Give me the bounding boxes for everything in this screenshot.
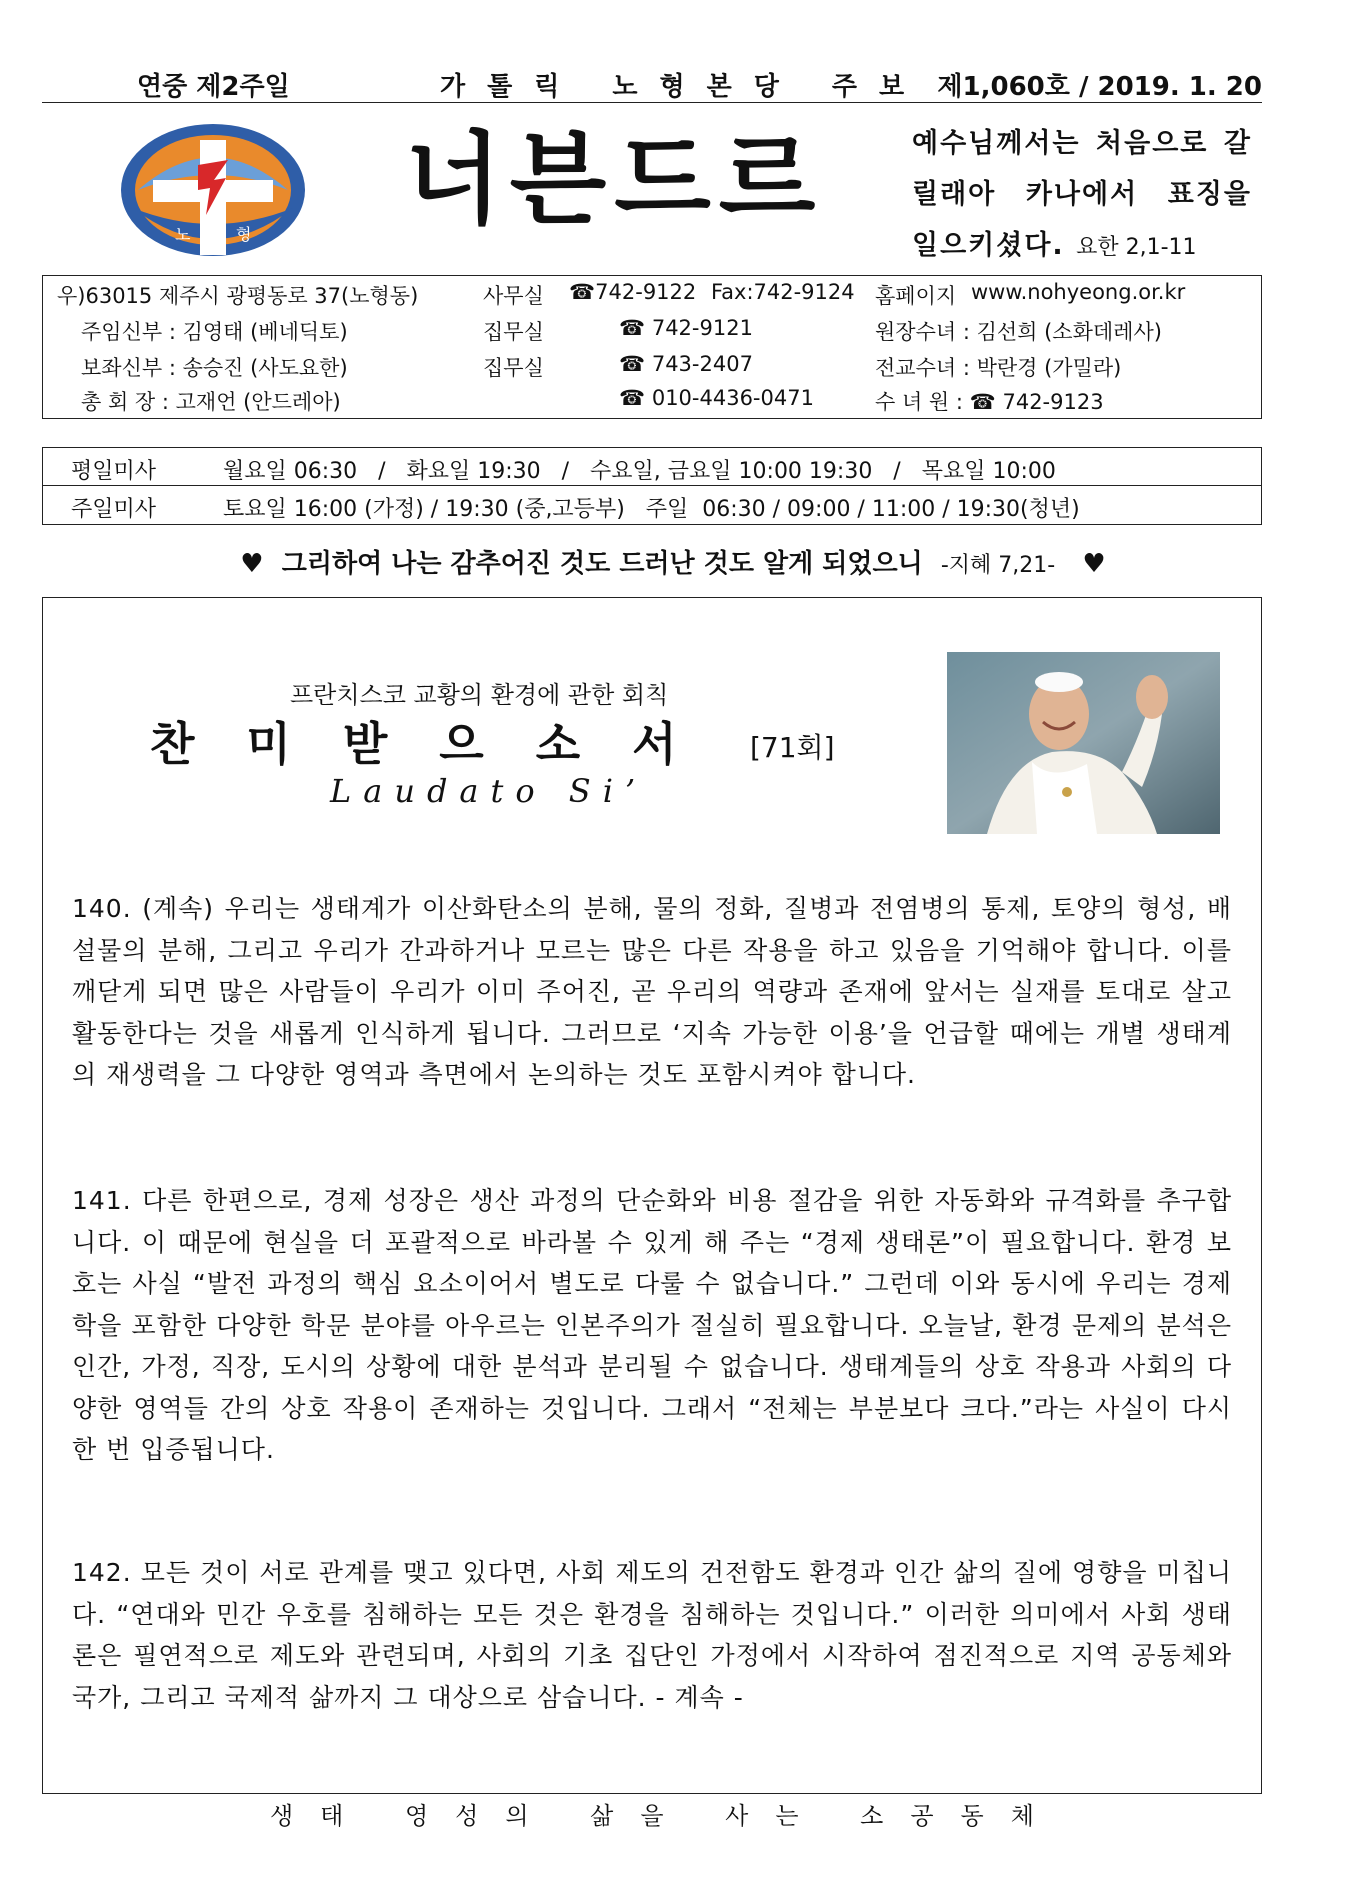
- fax: Fax:742-9124: [711, 280, 855, 304]
- article-paragraph-142: 142. 모든 것이 서로 관계를 맺고 있다면, 사회 제도의 건전함도 환경과 인간 삶의 질에 영향을 미칩니다. “연대와 민간 우호를 침해하는 모든 것은 환경을 침해하는 것입니다.” 이러한 의미에서 사회 생태론은 필연적으로 제도와 관련되며, 사회의 기초 집단인 가정에서 시작하여 점진적으로 지역 공동체와 국가, 그리고 국제적 삶까지 그 대상으로 삼습니다. - 계속 -: [72, 1558, 1232, 1712]
- mass-schedule: [42, 447, 1262, 525]
- pastor-phone: ☎ 742-9121: [619, 316, 753, 340]
- weekday-mass-label: 평일미사: [71, 459, 157, 484]
- council-president: 총 회 장 : 고재언 (안드레아): [81, 390, 341, 414]
- pastor: 주임신부 : 김영태 (베네딕토): [81, 320, 348, 344]
- address: 우)63015 제주시 광평동로 37(노형동): [57, 284, 419, 308]
- scripture-quote: [0, 543, 1346, 580]
- footer-motto: 생태 영성의 삶을 사는 소공동체: [270, 1802, 1061, 1830]
- article-paragraph-140: 140. (계속) 우리는 생태계가 이산화탄소의 분해, 물의 정화, 질병과 전염병의 통제, 토양의 형성, 배설물의 분해, 그리고 우리가 간과하거나 모르는 많은 다른 작용을 하고 있음을 기억해야 합니다. 이를 깨닫게 되면 많은 사람들이 우리가 이미 주어진, 곧 우리의 역량과 존재에 앞서는 실재를 토대로 살고 활동한다는 것을 새롭게 인식하게 됩니다. 그러므로 ‘지속 가능한 이용’을 언급할 때에는 개별 생태계의 재생력을 그 다양한 영역과 측면에서 논의하는 것도 포함시켜야 합니다.: [72, 894, 1232, 1089]
- assistant-office-label: 집무실: [483, 356, 544, 380]
- pope-photo: [947, 652, 1220, 834]
- masthead-title: 너븐드르: [405, 121, 824, 238]
- homepage-link[interactable]: www.nohyeong.or.kr: [971, 280, 1186, 304]
- logo-text-left: 노: [175, 225, 191, 244]
- quote-ref: -지혜 7,21-: [940, 553, 1056, 578]
- heart-icon: ♥: [1082, 549, 1106, 579]
- issue-number: 제1,060호 / 2019. 1. 20: [937, 72, 1262, 102]
- issue-week: 연중 제2주일: [137, 72, 290, 102]
- assistant-priest: 보좌신부 : 송승진 (사도요한): [81, 356, 348, 380]
- weekday-mass-row: [43, 448, 1261, 485]
- article-title: 찬미받으소서: [150, 717, 729, 771]
- homepage-label: 홈페이지: [875, 284, 957, 308]
- parish-logo: [118, 120, 308, 260]
- mission-sister: 전교수녀 : 박란경 (가밀라): [875, 356, 1122, 380]
- sunday-mass-row: [43, 485, 1261, 523]
- article-part: [71회]: [750, 731, 835, 764]
- parish-info-box: [42, 275, 1262, 419]
- office-phone: ☎742-9122: [569, 280, 697, 304]
- gospel-summary: [912, 118, 1252, 273]
- heart-icon: ♥: [240, 549, 264, 579]
- president-phone: ☎ 010-4436-0471: [619, 386, 814, 410]
- weekday-mass-times: 월요일 06:30 / 화요일 19:30 / 수요일, 금요일 10:00 19:30 / 목요일 10:00: [223, 459, 1056, 484]
- office-label: 사무실: [483, 284, 544, 308]
- issue-header: [42, 62, 1262, 103]
- sunday-mass-label: 주일미사: [71, 497, 157, 522]
- article-subtitle: 프란치스코 교황의 환경에 관한 회칙: [290, 681, 669, 709]
- superior-sister: 원장수녀 : 김선희 (소화데레사): [875, 320, 1162, 344]
- gospel-ref: 요한 2,1-11: [1076, 235, 1197, 260]
- gospel-text: 예수님께서는 처음으로 갈릴래아 카나에서 표징을 일으키셨다.: [912, 128, 1252, 261]
- article-latin-title: Laudato Si’: [330, 772, 648, 810]
- sunday-mass-times: 토요일 16:00 (가정) / 19:30 (중,고등부) 주일 06:30 / 09:00 / 11:00 / 19:30(청년): [223, 497, 1080, 522]
- article-paragraph-141: 141. 다른 한편으로, 경제 성장은 생산 과정의 단순화와 비용 절감을 위한 자동화와 규격화를 추구합니다. 이 때문에 현실을 더 포괄적으로 바라볼 수 있게 해 주는 “경제 생태론”이 필요합니다. 환경 보호는 사실 “발전 과정의 핵심 요소이어서 별도로 다룰 수 없습니다.” 그런데 이와 동시에 우리는 경제학을 포함한 다양한 학문 분야를 아우르는 인본주의가 절실히 필요합니다. 오늘날, 환경 문제의 분석은 인간, 가정, 직장, 도시의 상황에 대한 분석과 분리될 수 없습니다. 생태계들의 상호 작용과 사회의 다양한 영역들 간의 상호 작용이 존재하는 것입니다. 그래서 “전체는 부분보다 크다.”라는 사실이 다시 한 번 입증됩니다.: [72, 1186, 1232, 1464]
- convent: 수 녀 원 : ☎ 742-9123: [875, 390, 1104, 414]
- paper-name: 가톨릭 노형본당 주보: [440, 72, 927, 102]
- pastor-office-label: 집무실: [483, 320, 544, 344]
- logo-text-right: 형: [236, 225, 252, 244]
- quote-text: 그리하여 나는 감추어진 것도 드러난 것도 알게 되었으니: [281, 549, 923, 579]
- assistant-phone: ☎ 743-2407: [619, 352, 753, 376]
